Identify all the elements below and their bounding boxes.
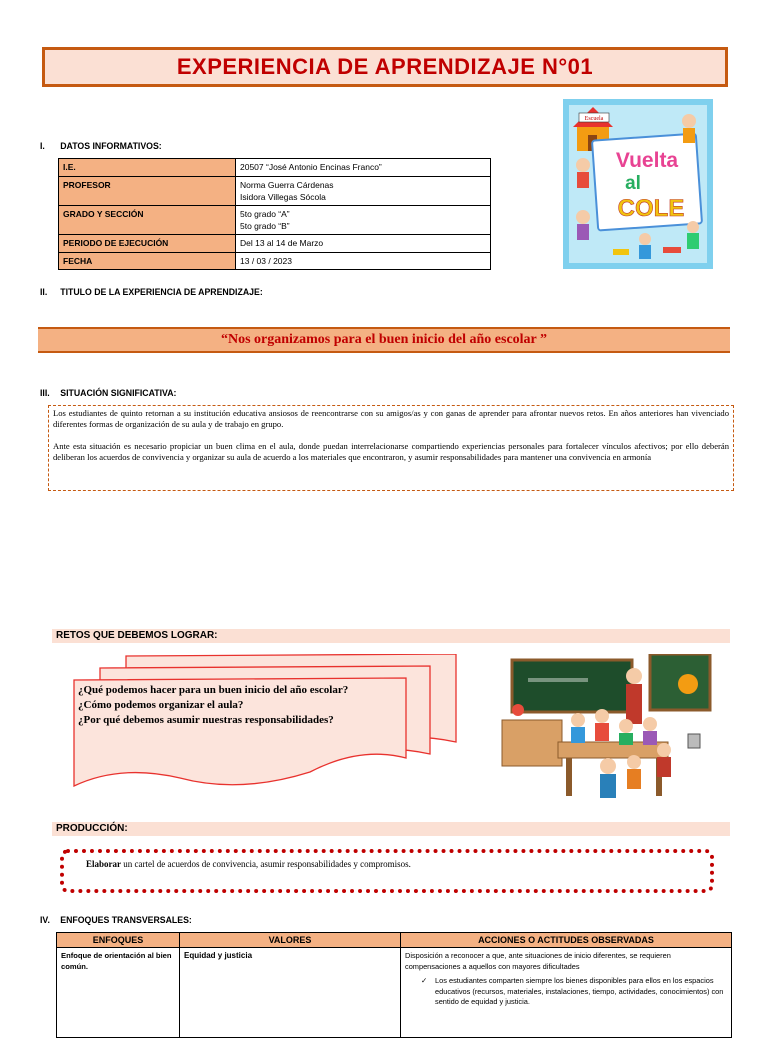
section-situacion-heading: [40, 388, 176, 399]
grado-value-1: 5to grado “A”: [240, 209, 290, 219]
fecha-value: 13 / 03 / 2023: [236, 253, 491, 270]
section-number: III.: [40, 388, 50, 399]
retos-questions: [78, 683, 418, 728]
produccion-box: [60, 849, 714, 893]
produccion-label: PRODUCCIÓN:: [56, 823, 128, 834]
document-title: EXPERIENCIA DE APRENDIZAJE N°01: [176, 54, 594, 79]
header-acciones: ACCIONES O ACTITUDES OBSERVADAS: [401, 933, 732, 948]
section-number: II.: [40, 287, 48, 298]
info-row-grado: [59, 206, 491, 235]
info-table: [58, 158, 491, 270]
check-icon: ✓: [421, 976, 428, 985]
fecha-label: FECHA: [59, 253, 236, 270]
profesor-label: PROFESOR: [59, 177, 236, 206]
title-banner: [42, 47, 728, 87]
experience-title: “Nos organizamos para el buen inicio del año escolar ”: [220, 332, 548, 347]
logo-word-al: al: [625, 173, 641, 194]
accion-cell: [401, 948, 732, 1038]
situation-paragraph-2: Ante esta situación es necesario propiciar un buen clima en el aula, donde puedan interrelacionarse compartiendo experiencias personales para fortalecer vínculos afectivos; por ello deberán deliberan los acuerdos de convivencia y organizar su aula de acuerdo a los materiales que encontraron, y asumir responsabilidades para mantener una convivencia en armonía: [53, 441, 729, 462]
experience-title-banner: [38, 327, 730, 353]
valor-cell: Equidad y justicia: [180, 948, 401, 1038]
profesor-name-1: Norma Guerra Cárdenas: [240, 180, 334, 190]
retos-band: [52, 629, 730, 643]
retos-label: RETOS QUE DEBEMOS LOGRAR:: [56, 630, 218, 641]
classroom-illustration: [498, 654, 712, 806]
produccion-verb: Elaborar: [86, 859, 121, 869]
vuelta-al-cole-illustration: [563, 99, 713, 269]
profesor-name-2: Isidora Villegas Sócola: [240, 192, 326, 202]
header-enfoques: ENFOQUES: [57, 933, 180, 948]
section-number: I.: [40, 141, 45, 152]
reto-question-3: ¿Por qué debemos asumir nuestras responsabilidades?: [78, 714, 334, 726]
section-label: SITUACIÓN SIGNIFICATIVA:: [60, 388, 177, 399]
enfoques-header-row: [57, 933, 732, 948]
produccion-text: un cartel de acuerdos de convivencia, asumir responsabilidades y compromisos.: [121, 859, 411, 869]
grado-label: GRADO Y SECCIÓN: [59, 206, 236, 235]
info-row-ie: [59, 159, 491, 177]
situation-paragraph-1: Los estudiantes de quinto retornan a su institución educativa ansiosos de reencontrarse con su amigos/as y con ganas de aprender para afrontar nuevos retos. En años anteriores han vivenciado diferentes formas de organización de su aula y de trabajo en grupo.: [53, 408, 729, 429]
reto-question-2: ¿Cómo podemos organizar el aula?: [78, 699, 244, 711]
profesor-value: [236, 177, 491, 206]
accion-bullet-item: [405, 976, 727, 1008]
grado-value: [236, 206, 491, 235]
school-sign-text: Escuela: [584, 116, 604, 122]
section-enfoques-heading: [40, 915, 192, 926]
section-label: ENFOQUES TRANSVERSALES:: [60, 915, 192, 926]
grado-value-2: 5to grado “B”: [240, 221, 290, 231]
reto-question-1: ¿Qué podemos hacer para un buen inicio del año escolar?: [78, 684, 349, 696]
header-valores: VALORES: [180, 933, 401, 948]
info-row-profesor: [59, 177, 491, 206]
produccion-band: [52, 822, 730, 836]
info-row-fecha: [59, 253, 491, 270]
section-titulo-heading: [40, 287, 263, 298]
logo-word-cole: COLE: [617, 195, 685, 222]
situation-box: [48, 405, 734, 491]
accion-text: Disposición a reconocer a que, ante situaciones de inicio diferentes, se requieren compensaciones a aquellos con mayores dificultades: [405, 951, 671, 971]
ie-value: 20507 “José Antonio Encinas Franco”: [236, 159, 491, 177]
logo-word-vuelta: Vuelta: [615, 149, 679, 172]
section-label: DATOS INFORMATIVOS:: [60, 141, 162, 152]
info-row-periodo: [59, 235, 491, 253]
section-number: IV.: [40, 915, 50, 926]
accion-bullet-text: Los estudiantes comparten siempre los bienes disponibles para ellos en los espacios educativos (recursos, materiales, instalaciones, tiempo, actividades, conocimientos) con sentido de equidad y justicia.: [435, 976, 724, 1006]
section-datos-heading: [40, 141, 162, 152]
ie-label: I.E.: [59, 159, 236, 177]
enfoques-table: [56, 932, 732, 1038]
periodo-value: Del 13 al 14 de Marzo: [236, 235, 491, 253]
periodo-label: PERIODO DE EJECUCIÓN: [59, 235, 236, 253]
section-label: TITULO DE LA EXPERIENCIA DE APRENDIZAJE:: [60, 287, 263, 298]
enfoques-row: [57, 948, 732, 1038]
enfoque-cell: Enfoque de orientación al bien común.: [57, 948, 180, 1038]
